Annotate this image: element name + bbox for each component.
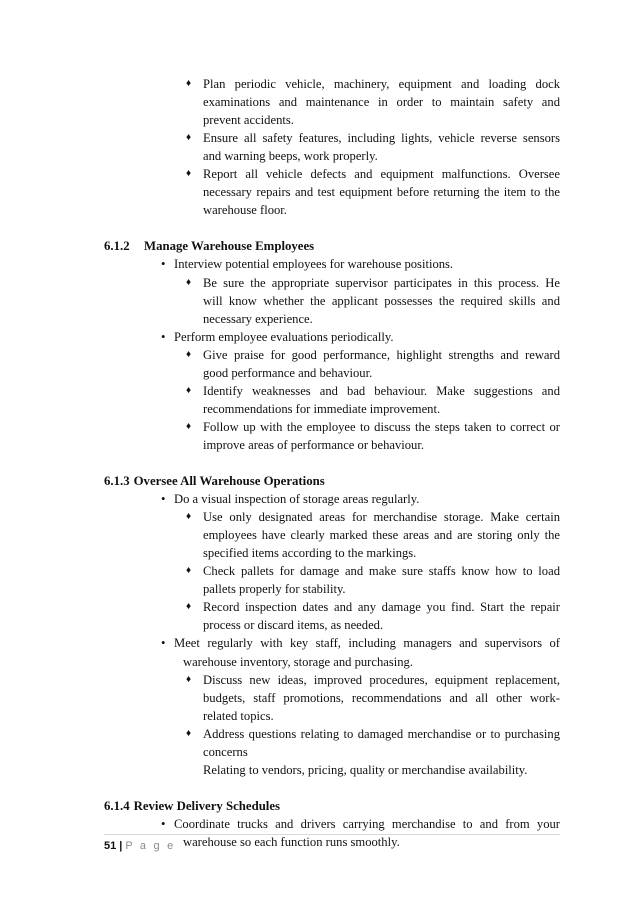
list-item-line: Do a visual inspection of storage areas regularly. — [174, 492, 420, 507]
list-item-line: examinations and maintenance in order to maintain safety and — [203, 95, 560, 110]
diamond-bullet-icon: ♦ — [186, 348, 192, 360]
list-item-line: Give praise for good performance, highlight strengths and reward — [203, 347, 560, 362]
list-item-line: good performance and behaviour. — [203, 365, 373, 380]
list-item-line: Record inspection dates and any damage you find. Start the repair — [203, 600, 560, 615]
diamond-bullet-icon: ♦ — [186, 78, 192, 89]
list-item-line: necessary experience. — [203, 311, 313, 326]
list-item-line: concerns — [203, 744, 248, 759]
section-title: Manage Warehouse Employees — [144, 239, 315, 254]
list-item-line: recommendations for immediate improvement. — [203, 401, 441, 416]
list-item-line: prevent accidents. — [203, 113, 294, 128]
diamond-bullet-icon: ♦ — [186, 276, 192, 288]
list-item-line: specified items according to the markings. — [203, 546, 417, 561]
page-footer — [104, 838, 175, 854]
list-item-line: pallets properly for stability. — [203, 582, 346, 597]
diamond-bullet-icon: ♦ — [186, 727, 192, 739]
diamond-bullet-icon: ♦ — [186, 565, 192, 577]
diamond-bullet-icon: ♦ — [186, 511, 192, 523]
section-number: 6.1.3 — [104, 474, 130, 488]
dot-bullet-icon: • — [161, 816, 166, 831]
diamond-bullet-icon: ♦ — [186, 384, 192, 396]
list-item-line: will know whether the applicant possesses the required skills and — [203, 293, 560, 308]
list-item-line: Discuss new ideas, improved procedures, equipment replacement, — [203, 672, 560, 687]
diamond-bullet-icon: ♦ — [186, 168, 192, 180]
list-item-line: and warning beeps, work properly. — [203, 149, 378, 164]
section-number: 6.1.2 — [104, 239, 130, 254]
list-item-line: necessary repairs and test equipment before returning the item to the — [203, 185, 560, 200]
list-item-line: Be sure the appropriate supervisor participates in this process. He — [203, 275, 560, 290]
section-heading — [104, 237, 314, 255]
list-item-line: Address questions relating to damaged merchandise or to purchasing — [203, 726, 560, 741]
section-title: Oversee All Warehouse Operations — [133, 474, 325, 488]
list-item-line: improve areas of performance or behaviour. — [203, 437, 424, 452]
list-item-line: Ensure all safety features, including lights, vehicle reverse sensors — [203, 131, 560, 146]
list-item-line: employees have clearly marked these areas and are storing only the — [203, 528, 560, 543]
list-item-line: warehouse so each function runs smoothly. — [183, 834, 400, 849]
diamond-bullet-icon: ♦ — [186, 132, 192, 144]
footer-separator: | — [119, 840, 123, 852]
list-item-line: Check pallets for damage and make sure staffs know how to load — [203, 564, 560, 579]
list-item-line: Follow up with the employee to discuss the steps taken to correct or — [203, 419, 560, 434]
list-item-line: related topics. — [203, 708, 274, 723]
list-item-line: Report all vehicle defects and equipment malfunctions. Oversee — [203, 167, 560, 182]
list-item-line: process or discard items, as needed. — [203, 618, 384, 633]
dot-bullet-icon: • — [161, 329, 166, 344]
list-item-line: Perform employee evaluations periodically. — [174, 329, 394, 344]
list-item-line: warehouse inventory, storage and purchasing. — [183, 654, 413, 669]
diamond-bullet-icon: ♦ — [186, 673, 192, 685]
list-item-line: Identify weaknesses and bad behaviour. Make suggestions and — [203, 383, 560, 398]
section-title: Review Delivery Schedules — [133, 798, 281, 813]
dot-bullet-icon: • — [161, 257, 166, 272]
page-number: 51 — [104, 840, 117, 852]
list-item-line: Use only designated areas for merchandise storage. Make certain — [203, 510, 560, 525]
diamond-bullet-icon: ♦ — [186, 420, 192, 432]
list-item-line: Meet regularly with key staff, including managers and supervisors of — [174, 636, 560, 651]
list-item-line: Coordinate trucks and drivers carrying merchandise to and from your — [174, 816, 560, 831]
section-heading — [104, 797, 280, 815]
dot-bullet-icon: • — [161, 636, 166, 651]
section-number: 6.1.4 — [104, 798, 130, 813]
footer-rule — [104, 834, 560, 835]
list-item-line: Interview potential employees for warehouse positions. — [174, 257, 454, 272]
page-label: P a g e — [125, 840, 176, 852]
list-item-line: budgets, staff promotions, recommendations and all other work- — [203, 690, 560, 705]
dot-bullet-icon: • — [161, 492, 166, 507]
section-heading — [104, 472, 325, 490]
list-item-line: warehouse floor. — [203, 203, 287, 218]
diamond-bullet-icon: ♦ — [186, 601, 192, 613]
list-item-line: Relating to vendors, pricing, quality or merchandise availability. — [203, 762, 528, 777]
list-item-line: Plan periodic vehicle, machinery, equipment and loading dock — [203, 77, 560, 91]
